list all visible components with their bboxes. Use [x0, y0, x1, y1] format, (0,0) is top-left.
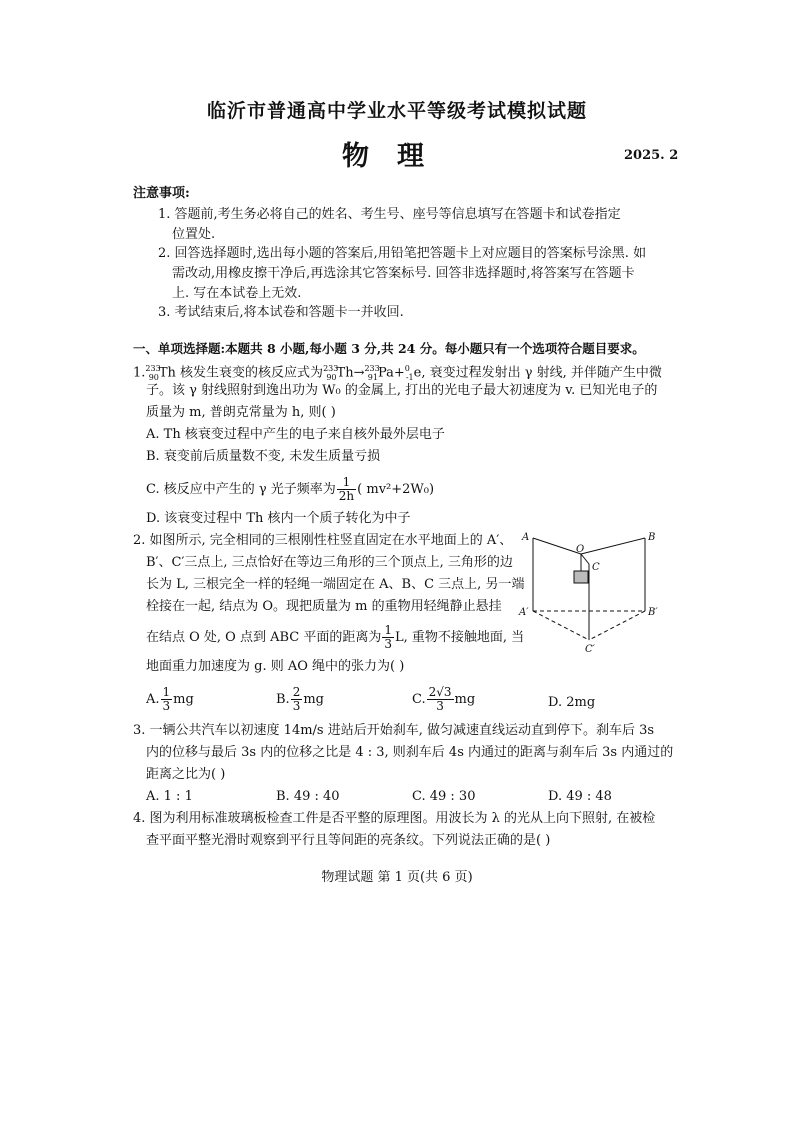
question-2-option-d: D. 2mg	[548, 695, 596, 710]
question-4-line-2: 查平面平整光滑时观察到平行且等间距的亮条纹。下列说法正确的是( )	[146, 833, 551, 848]
question-3-line-1: 3. 一辆公共汽车以初速度 14m/s 进站后开始刹车, 做匀减速直线运动直到停下。刹车后 3s	[133, 723, 655, 738]
question-2-line-5: 在结点 O 处, O 点到 ABC 平面的距离为 $\frac{1}{3}$ L, 重物不接触地面, 当	[146, 623, 525, 651]
notice-item: 上. 写在本试卷上无效.	[172, 286, 302, 301]
question-1-line-3: 质量为 m, 普朗克常量为 h, 则( )	[146, 405, 336, 420]
question-4-line-1: 4. 图为利用标准玻璃板检查工件是否平整的原理图。用波长为 λ 的光从上向下照射, 在被检	[133, 811, 656, 826]
notice-heading: 注意事项:	[133, 186, 190, 201]
question-3-option-d: D. 49 : 48	[548, 789, 612, 804]
ground-edge	[589, 611, 645, 640]
label-b: B	[648, 532, 656, 543]
question-2-line-4: 栓接在一起, 结点为 O。现把质量为 m 的重物用轻绳静止悬挂	[146, 599, 502, 614]
question-2-option-c: C. $\frac{2√3}{3}$ mg	[412, 685, 476, 713]
label-a: A	[522, 532, 530, 543]
question-3-line-3: 距离之比为( )	[146, 767, 226, 782]
question-2-figure	[510, 526, 670, 656]
notice-item: 位置处.	[172, 227, 216, 242]
fraction: $\frac{1}{3}$	[384, 623, 393, 651]
ground-edge	[533, 611, 589, 640]
section-heading: 一、单项选择题:本题共 8 小题,每小题 3 分,共 24 分。每小题只有一个选项符合题目要求。	[133, 341, 645, 356]
rope-co	[581, 554, 589, 564]
label-c-prime: C′	[585, 644, 595, 655]
question-1-option-c: C. 核反应中产生的 γ 光子频率为 $\frac{1}{2h}$ ( mv²+2W₀)	[146, 475, 435, 503]
rope-ao	[533, 538, 581, 554]
fraction: $\frac{1}{2h}$	[338, 475, 355, 503]
question-2-option-b: B. $\frac{2}{3}$ mg	[276, 685, 324, 713]
weight-block	[574, 571, 588, 583]
question-3-line-2: 内的位移与最后 3s 内的位移之比是 4 : 3, 则刹车后 4s 内通过的距离与刹车后 3s 内通过的	[146, 745, 674, 760]
question-3-option-b: B. 49 : 40	[276, 789, 340, 804]
question-2-line-3: 长为 L, 三根完全一样的轻绳一端固定在 A、B、C 三点上, 另一端	[146, 577, 525, 592]
question-3-option-a: A. 1 : 1	[146, 789, 193, 804]
notice-item: 1. 答题前,考生务必将自己的姓名、考生号、座号等信息填写在答题卡和试卷指定	[158, 207, 621, 222]
question-2-line-1: 2. 如图所示, 完全相同的三根刚性柱竖直固定在水平地面上的 A′、	[133, 533, 513, 548]
label-a-prime: A′	[519, 607, 529, 618]
page-footer: 物理试题 第 1 页(共 6 页)	[321, 870, 473, 885]
rope-bo	[581, 538, 645, 554]
subject-title: 物理	[342, 141, 452, 172]
label-b-prime: B′	[648, 607, 658, 618]
question-2-option-a: A. $\frac{1}{3}$ mg	[146, 685, 194, 713]
question-3-option-c: C. 49 : 30	[412, 789, 476, 804]
question-2-line-2: B′、C′三点上, 三点恰好在等边三角形的三个顶点上, 三角形的边	[146, 555, 513, 570]
question-1-line-2: 子。该 γ 射线照射到逸出功为 W₀ 的金属上, 打出的光电子最大初速度为 v. 已知光电子的	[146, 383, 658, 398]
question-1-option-b: B. 衰变前后质量数不变, 未发生质量亏损	[146, 449, 381, 464]
notice-item: 3. 考试结束后,将本试卷和答题卡一并收回.	[158, 305, 404, 320]
question-2-line-6: 地面重力加速度为 g. 则 AO 绳中的张力为( )	[146, 659, 405, 674]
notice-item: 需改动,用橡皮擦干净后,再选涂其它答案标号. 回答非选择题时,将答案写在答题卡	[172, 266, 635, 281]
label-o: O	[576, 544, 585, 555]
question-1-option-a: A. Th 核衰变过程中产生的电子来自核外最外层电子	[146, 427, 445, 442]
exam-date: 2025. 2	[624, 148, 679, 163]
notice-item: 2. 回答选择题时,选出每小题的答案后,用铅笔把答题卡上对应题目的答案标号涂黑. 如	[158, 246, 647, 261]
label-c: C	[592, 562, 600, 573]
question-1-line-1: 1.$^{233}_{90}$Th 核发生衰变的核反应式为$^{233}_{90}$Th→$^{233}_{91}$Pa+$^0_{-1}$e, 衰变过程发射出 γ 射线, 并伴随产生中微	[133, 364, 662, 382]
exam-title: 临沂市普通高中学业水平等级考试模拟试题	[206, 100, 587, 122]
question-1-option-d: D. 该衰变过程中 Th 核内一个质子转化为中子	[146, 511, 411, 526]
